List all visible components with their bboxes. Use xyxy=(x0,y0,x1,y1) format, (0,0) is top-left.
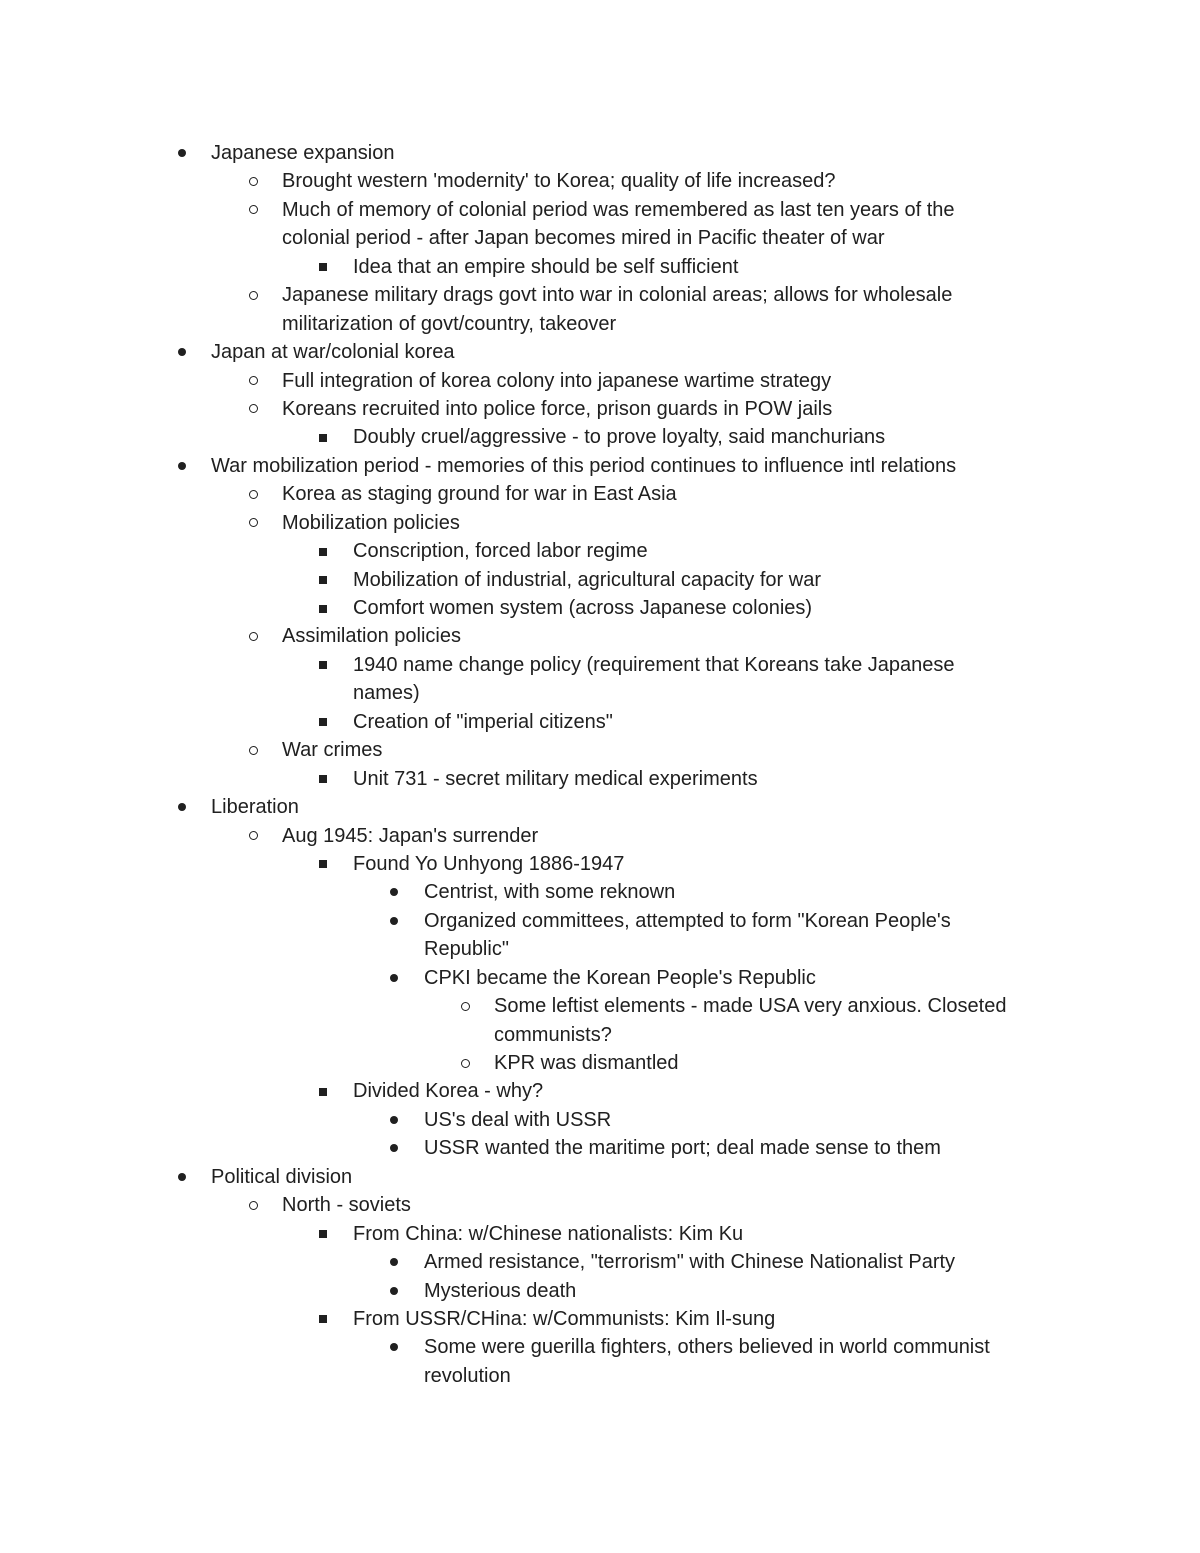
list-item xyxy=(0,1134,1200,1162)
bullet-circle-icon xyxy=(461,1059,470,1068)
bullet-square-icon xyxy=(319,605,327,613)
list-item-text: Japanese military drags govt into war in colonial areas; allows for wholesale xyxy=(282,284,953,307)
list-item xyxy=(0,566,1200,594)
list-item xyxy=(0,1163,1200,1191)
list-item xyxy=(0,907,1200,935)
list-item-text: Found Yo Unhyong 1886-1947 xyxy=(353,852,625,875)
list-item-text: colonial period - after Japan becomes mired in Pacific theater of war xyxy=(282,227,885,250)
list-item xyxy=(0,281,1200,309)
list-item-text: revolution xyxy=(424,1364,511,1387)
bullet-dot-icon xyxy=(390,1116,398,1124)
list-item-text: Republic" xyxy=(424,938,509,961)
list-item-text: Divided Korea - why? xyxy=(353,1080,544,1103)
bullet-dot-icon xyxy=(178,348,186,356)
bullet-dot-icon xyxy=(390,974,398,982)
list-item-text: Liberation xyxy=(211,796,299,819)
list-item-text: names) xyxy=(353,682,420,705)
bullet-circle-icon xyxy=(249,518,258,527)
list-item xyxy=(0,167,1200,195)
bullet-square-icon xyxy=(319,1088,327,1096)
list-item-text: Conscription, forced labor regime xyxy=(353,540,648,563)
list-item-continuation xyxy=(0,679,1200,707)
list-item xyxy=(0,651,1200,679)
list-item-text: Japan at war/colonial korea xyxy=(211,341,455,364)
bullet-square-icon xyxy=(319,860,327,868)
list-item-text: Mobilization of industrial, agricultural capacity for war xyxy=(353,568,821,591)
list-item-text: Koreans recruited into police force, prison guards in POW jails xyxy=(282,397,833,420)
bullet-circle-icon xyxy=(249,205,258,214)
bullet-circle-icon xyxy=(249,490,258,499)
bullet-square-icon xyxy=(319,1315,327,1323)
list-item-text: Mobilization policies xyxy=(282,511,460,534)
list-item-text: Political division xyxy=(211,1165,353,1188)
list-item xyxy=(0,1077,1200,1105)
list-item xyxy=(0,395,1200,423)
bullet-dot-icon xyxy=(390,1287,398,1295)
list-item xyxy=(0,367,1200,395)
bullet-circle-icon xyxy=(461,1002,470,1011)
list-item xyxy=(0,1248,1200,1276)
list-item-text: From USSR/CHina: w/Communists: Kim Il-sung xyxy=(353,1307,776,1330)
list-item xyxy=(0,1333,1200,1361)
list-item xyxy=(0,736,1200,764)
list-item xyxy=(0,338,1200,366)
bullet-circle-icon xyxy=(249,632,258,641)
list-item-continuation xyxy=(0,935,1200,963)
list-item xyxy=(0,850,1200,878)
bullet-square-icon xyxy=(319,576,327,584)
list-item xyxy=(0,622,1200,650)
list-item xyxy=(0,878,1200,906)
bullet-dot-icon xyxy=(390,1144,398,1152)
list-item xyxy=(0,594,1200,622)
bullet-circle-icon xyxy=(249,291,258,300)
list-item-continuation xyxy=(0,310,1200,338)
list-item-text: Unit 731 - secret military medical experiments xyxy=(353,767,758,790)
list-item-text: Assimilation policies xyxy=(282,625,461,648)
list-item-text: Doubly cruel/aggressive - to prove loyalty, said manchurians xyxy=(353,426,886,449)
bullet-dot-icon xyxy=(178,462,186,470)
list-item-continuation xyxy=(0,1021,1200,1049)
bullet-dot-icon xyxy=(390,1343,398,1351)
bullet-circle-icon xyxy=(249,177,258,186)
list-item-text: War crimes xyxy=(282,739,383,762)
list-item xyxy=(0,480,1200,508)
list-item xyxy=(0,537,1200,565)
list-item-text: Idea that an empire should be self sufficient xyxy=(353,255,739,278)
list-item xyxy=(0,1106,1200,1134)
list-item-text: Some were guerilla fighters, others believed in world communist xyxy=(424,1336,990,1359)
list-item-text: Some leftist elements - made USA very anxious. Closeted xyxy=(494,995,1007,1018)
list-item xyxy=(0,765,1200,793)
list-item-continuation xyxy=(0,1362,1200,1390)
list-item xyxy=(0,253,1200,281)
list-item-text: CPKI became the Korean People's Republic xyxy=(424,966,816,989)
list-item xyxy=(0,139,1200,167)
list-item xyxy=(0,423,1200,451)
list-item-text: Much of memory of colonial period was remembered as last ten years of the xyxy=(282,198,955,221)
list-item xyxy=(0,452,1200,480)
list-item-text: Korea as staging ground for war in East Asia xyxy=(282,483,677,506)
list-item xyxy=(0,793,1200,821)
bullet-square-icon xyxy=(319,263,327,271)
list-item-continuation xyxy=(0,224,1200,252)
list-item-text: From China: w/Chinese nationalists: Kim Ku xyxy=(353,1222,744,1245)
list-item xyxy=(0,1049,1200,1077)
bullet-dot-icon xyxy=(178,1173,186,1181)
bullet-circle-icon xyxy=(249,376,258,385)
list-item-text: communists? xyxy=(494,1023,612,1046)
bullet-square-icon xyxy=(319,434,327,442)
list-item-text: militarization of govt/country, takeover xyxy=(282,312,617,335)
bullet-dot-icon xyxy=(390,888,398,896)
notes-document xyxy=(0,139,1200,1390)
list-item xyxy=(0,1191,1200,1219)
list-item-text: Brought western 'modernity' to Korea; quality of life increased? xyxy=(282,170,836,193)
list-item-text: North - soviets xyxy=(282,1194,411,1217)
list-item xyxy=(0,1305,1200,1333)
list-item-text: Comfort women system (across Japanese colonies) xyxy=(353,597,813,619)
bullet-square-icon xyxy=(319,775,327,783)
list-item-text: Full integration of korea colony into japanese wartime strategy xyxy=(282,369,832,392)
bullet-circle-icon xyxy=(249,404,258,413)
list-item-text: US's deal with USSR xyxy=(424,1108,612,1131)
list-item-text: 1940 name change policy (requirement that Koreans take Japanese xyxy=(353,653,955,676)
list-item-text: Japanese expansion xyxy=(211,142,395,164)
list-item xyxy=(0,708,1200,736)
list-item xyxy=(0,509,1200,537)
list-item-text: USSR wanted the maritime port; deal made sense to them xyxy=(424,1137,941,1160)
bullet-dot-icon xyxy=(390,917,398,925)
list-item xyxy=(0,992,1200,1020)
list-item-text: Mysterious death xyxy=(424,1279,577,1302)
bullet-square-icon xyxy=(319,1230,327,1238)
list-item xyxy=(0,822,1200,850)
bullet-circle-icon xyxy=(249,1201,258,1210)
list-item-text: Aug 1945: Japan's surrender xyxy=(282,824,539,847)
bullet-circle-icon xyxy=(249,831,258,840)
bullet-circle-icon xyxy=(249,746,258,755)
list-item-text: KPR was dismantled xyxy=(494,1052,679,1074)
list-item-text: Creation of "imperial citizens" xyxy=(353,710,613,733)
list-item xyxy=(0,196,1200,224)
list-item xyxy=(0,964,1200,992)
bullet-square-icon xyxy=(319,661,327,669)
bullet-dot-icon xyxy=(178,149,186,157)
list-item xyxy=(0,1220,1200,1248)
bullet-dot-icon xyxy=(178,803,186,811)
bullet-square-icon xyxy=(319,718,327,726)
bullet-dot-icon xyxy=(390,1258,398,1266)
list-item-text: Organized committees, attempted to form "Korean People's xyxy=(424,909,951,932)
list-item xyxy=(0,1277,1200,1305)
list-item-text: Centrist, with some reknown xyxy=(424,881,676,904)
list-item-text: War mobilization period - memories of this period continues to influence intl relations xyxy=(211,454,957,477)
list-item-text: Armed resistance, "terrorism" with Chinese Nationalist Party xyxy=(424,1251,956,1274)
bullet-square-icon xyxy=(319,548,327,556)
